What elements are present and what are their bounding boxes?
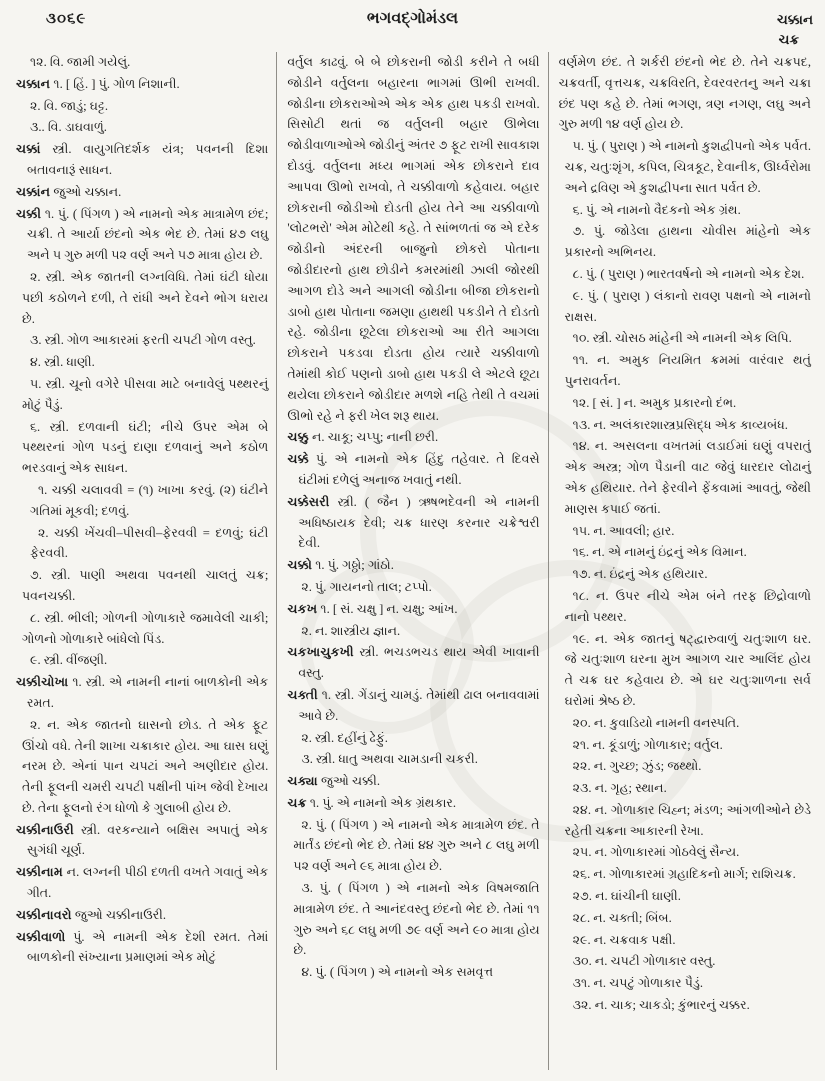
dictionary-entry: ચક્કાં સ્ત્રી. વાયુગતિદર્શક યંત્ર; પવનની દિશા બતાવનારૂં સાધન. (16, 142, 269, 177)
entry-sense-text: ૧૭. ન. ઇંદ્રનું એક હથિયાર. (572, 567, 708, 582)
entry-sense-text: વર્ણમેળ છંદ. તે શર્કરી છંદનો ભેદ છે. તેને ચક્રપદ, ચક્રવર્તી, વૃત્તચક્ર, ચક્રવિરતિ, દેવરવરતનુ અને ચક્રા છંદ પણ કહે છે. તેમાં ભગણ, ત્રણ નગણ, લઘુ અને ગુરુ મળી ૧૪ વર્ણ હોય છે. (558, 55, 811, 132)
entry-sense-text: ૩૨. ન. ચાક; ચાકડો; કુંભારનું ચક્કર. (572, 998, 750, 1013)
headword: ચકખ (287, 601, 318, 616)
dictionary-entry: ચક્કી ૧. પું. ( પિંગળ ) એ નામનો એક માત્રામેળ છંદ; ચક્રી. તે આર્યા છંદનો એક ભેદ છે. તેમાં ૪૭ લઘુ અને ૫ ગુરુ મળી ૫૨ વર્ણ અને ૫૭ માત્રા હોય છે. (16, 206, 269, 263)
entry-sense-text: ૨. ન. શાસ્ત્રીય જ્ઞાન. (301, 623, 401, 638)
entry-sense-text: ૮. પું. ( પુરાણ ) ભારતવર્ષનો એ નામનો એક દેશ. (572, 266, 805, 281)
headword: ચક્કીનાઉરી (16, 822, 74, 837)
column-2 (276, 52, 547, 1070)
headword: ચક્યા (287, 774, 318, 789)
guide-word-top: ચક્કાન (776, 12, 813, 27)
entry-sense-text: ૫. પું. ( પુરાણ ) એ નામનો કુશદ્વીપનો એક પર્વત. ચક્ર, ચતુઃશૃંગ, કપિલ, ચિત્રકૂટ, દેવાનીક, ઊર્ધ્વરોમા અને દ્રવિણ એ કુશદ્વીપના સાત પર્વત છે. (564, 139, 811, 195)
entry-sense-text: ૨૯. ન. ચક્રવાક પક્ષી. (572, 932, 676, 947)
headword: ચક્કીનામ (16, 865, 63, 880)
entry-sense-text: ૨. વિ. જાડું; ઘટ્ટ. (30, 98, 109, 113)
columns-container (0, 48, 825, 1070)
entry-sense-text: ૨. પું. ગાયનનો તાલ; ટપ્પો. (301, 579, 432, 594)
dictionary-entry: ચક્કીવાળો પું. એ નામની એક દેશી રમત. તેમાં બાળકોની સંખ્યાના પ્રમાણમાં એક મોટું (16, 929, 269, 965)
dictionary-entry: ચક્કીનાવરો જુઓ ચક્કીનાઉરી. (16, 907, 167, 922)
dictionary-entry: ચક્કીચોખા ૧. સ્ત્રી. એ નામની નાનાં બાળકોની એક રમત. (16, 675, 269, 710)
headword: ચક્કે (287, 452, 309, 467)
headword: ચક્કાં (16, 142, 41, 157)
entry-sense-text: ૯. પું. ( પુરાણ ) લંકાનો રાવણ પક્ષનો એ નામનો રાક્ષસ. (564, 288, 811, 324)
entry-sense-text: ૨. પું. ( પિંગળ ) એ નામનો એક માત્રામેળ છંદ. તે માર્તંડ છંદનો ભેદ છે. તેમાં ૪૪ ગુરુ અને ૮ લઘુ મળી ૫૨ વર્ણ અને ૯૬ માત્રા હોય છે. (293, 817, 540, 874)
entry-sense-text: ૨૦. ન. કુવાડિયો નામની વનસ્પતિ. (572, 715, 740, 730)
entry-sense-text: ૩. સ્ત્રી. ધાતુ અથવા ચામડાની ચકરી. (301, 752, 478, 767)
entry-sense-text: ૧૩. ન. અલંકારશાસ્ત્રપ્રસિદ્ધ એક કાવ્યબંધ. (572, 417, 788, 432)
entry-sense-text: ૨૭. ન. ઘાંચીની ઘાણી. (572, 889, 681, 904)
guide-words (657, 10, 817, 49)
entry-sense-text: ૨૧. ન. કૂંડાળું; ગોળાકાર; વર્તુલ. (572, 737, 723, 752)
headword: ચક્કીવાળો (16, 929, 66, 944)
entry-sense-text: ૪. પું. ( પિંગળ ) એ નામનો એક સમવૃત્ત (301, 965, 494, 980)
entry-sense-text: ૧. ચક્કી ચલાવવી = (૧) ખાખા કરવું. (૨) ઘંટીને ગતિમાં મૂકવી; દળવું. (30, 482, 269, 518)
entry-sense-text: ૧૨. વિ. જામી ગયેલું. (30, 55, 131, 69)
dictionary-entry: ચકખ ૧. [ સં. ચક્ષુ ] ન. ચક્ષુ; આંખ. (287, 601, 458, 616)
dictionary-entry: ચક્તી ૧. સ્ત્રી. ગેંડાનું ચામડું. તેમાંથી ઢાલ બનાવવામાં આવે છે. (287, 687, 540, 723)
headword: ચક્કીચોખા (16, 675, 69, 690)
entry-sense-text: ૧૯. ન. એક જાતનું ષટ્દ્વારુવાળું ચતુઃશાળ ઘર. જે ચતુઃશાળ ઘરના મુખ આગળ ચાર આલિંદ હોય તે ચક્ર ઘર કહેવાય છે. એ ઘર ચતુઃશાળના સર્વ ઘરોમાં શ્રેષ્ઠ છે. (564, 631, 811, 708)
dictionary-entry: ચકખાચુકખી સ્ત્રી. ભચડભચડ થાય એવી ખાવાની વસ્તુ. (287, 645, 540, 681)
entry-sense-text: ૯. સ્ત્રી. વીંજણી. (30, 653, 108, 668)
entry-sense-text: ૧૨. [ સં. ] ન. અમુક પ્રકારનો દંભ. (572, 395, 737, 410)
entry-sense-text: વર્તુલ કાઢવું. બે બે છોકરાની જોડી કરીને તે બધી જોડીને વર્તુલના બહારના ભાગમાં ઊભી રાખવી. જોડીના છોકરાઓએ એક એક હાથ પકડી રાખવો. સિસોટી થતાં જ વર્તુલની બહાર ઊભેલા જોડીવાળાઓએ જોડીનું અંતર ૭ ફૂટ રાખી સાવકાશ દોડવું. વર્તુલના મધ્ય ભાગમાં એક છોકરાને દાવ આપવા ઊભો રાખવો, તે ચક્કીવાળો કહેવાય. બહાર છોકરાની જોડીઓ દોડતી હોય તેને આ ચક્કીવાળો 'લોટભરો' એમ મોટેથી કહે. તે સાંભળતાં જ એ દરેક જોડીનો અંદરની બાજુનો છોકરો પોતાના જોડીદારનો હાથ છોડીને કમરમાંથી ઝાલી જોરથી આગળ દોડે અને આગલી જોડીના બીજા છોકરાનો ડાબો હાથ પોતાના જમણા હાથથી પકડીને તે દોડતો રહે. જોડીના છૂટેલા છોકરાઓ આ રીતે આગલા છોકરાને પકડવા દોડતા હોય ત્યારે ચક્કીવાળો તેમાંથી કોઈ પણનો ડાબો હાથ પકડી લે એટલે છૂટા થયેલા છોકરાને જોડીદાર મળશે નહિ તેથી તે વચમાં ઊભો રહે ને ફરી ખેલ શરૂ થાય. (287, 55, 540, 423)
entry-sense-text: ૪. સ્ત્રી. ધાણી. (30, 355, 95, 370)
headword: ચક્કાન (16, 76, 51, 91)
entry-sense-text: ૧૧. ન. અમુક નિયમિત ક્રમમાં વારંવાર થતું પુનરાવર્તન. (564, 353, 811, 388)
entry-sense-text: ૩.. વિ. ડાઘવાળું. (30, 120, 107, 135)
entry-sense-text: ૨. સ્ત્રી. એક જાતની લગ્નવિધિ. તેમાં ઘંટી ધોયા પછી કઠોળને દળી, તે રાંધી અને દેવને ભોગ ધરાય છે. (22, 269, 269, 326)
entry-sense-text: ૧૪. ન. અસલના વખતમાં લડાઈમાં ઘણું વપરાતું એક અસ્ત્ર; ગોળ પૈડાની વાટ જેવું ધારદાર લોઢાનું એક હથિયાર. તેને ફેરવીને ફેંકવામાં આવતું, જેથી માણસ કપાઈ જતાં. (564, 439, 811, 516)
entry-sense-text: ૭. પું. જોડેલા હાથના ચોવીસ માંહેનો એક પ્રકારનો અભિનય. (564, 224, 811, 260)
dictionary-entry: ચક્યા જુઓ ચક્કી. (287, 774, 380, 789)
headword: ચકખાચુકખી (287, 645, 354, 660)
dictionary-entry: ચક્કાંન જુઓ ચક્કાન. (16, 184, 122, 199)
headword: ચક્તી (287, 687, 318, 702)
entry-sense-text: ૨. ચક્કી ખેંચવી–પીસવી–ફેરવવી = દળવું; ઘંટી ફેરવવી. (30, 525, 269, 561)
page-header (0, 0, 825, 48)
entry-sense-text: ૭. સ્ત્રી. પાણી અથવા પવનથી ચાલતું ચક્ર; પવનચક્કી. (22, 568, 269, 603)
dictionary-entry: ચક્કો ૧. પું. ગઠ્ઠો; ગાંઠો. (287, 558, 394, 573)
column-3 (548, 52, 819, 1070)
headword: ચક્કાંન (16, 184, 51, 199)
entry-sense-text: ૨૪. ન. ગોળાકાર ચિહ્ન; મંડળ; આંગળીઓને છેડે રહેતી ચક્રના આકારની રેખા. (564, 802, 811, 838)
entry-sense-text: ૩. પું. ( પિંગળ ) એ નામનો એક વિષમજાતિ માત્રામેળ છંદ. તે આનંદવસ્તુ છંદનો ભેદ છે. તેમાં ૧૧ ગુરુ અને ૬૮ લઘુ મળી ૭૯ વર્ણ અને ૯૦ માત્રા હોય છે. (293, 881, 540, 958)
dictionary-entry: ચક્કુ ન. ચાકૂ; ચપ્પુ; નાની છરી. (287, 430, 439, 445)
page-number: ૩૦૬૯ (46, 11, 87, 27)
entry-sense-text: ૨૨. ન. ગુચ્છ; ઝુંડ; જથ્થો. (572, 759, 702, 774)
entry-sense-text: ૨૩. ન. ગૃહ; સ્થાન. (572, 781, 667, 796)
entry-sense-text: ૨૬. ન. ગોળાકારમાં ગ્રહાદિકનો માર્ગ; રાશિચક્ર. (572, 867, 796, 882)
entry-sense-text: ૧૦. સ્ત્રી. ચોસઠ માંહેની એ નામની એક લિપિ. (572, 331, 792, 346)
entry-sense-text: ૮. સ્ત્રી. ભીલી; ગોળની ગોળાકારે જમાવેલી ચાકી; ગોળનો ગોળાકારે બાંધેલો પિંડ. (22, 610, 269, 646)
headword: ચક્કો (287, 558, 313, 573)
dictionary-entry: ચક્કાન ૧. [ હિં. ] પું. ગોળ નિશાની. (16, 76, 180, 91)
entry-sense-text: ૨૮. ન. ચક્તી; બિંબ. (572, 910, 672, 925)
entry-sense-text: ૧૬. ન. એ નામનું ઇંદ્રનું એક વિમાન. (572, 545, 747, 560)
headword: ચક્ર (287, 795, 307, 810)
headword: ચક્કીનાવરો (16, 907, 72, 922)
entry-sense-text: ૨. ન. એક જાતનો ઘાસનો છોડ. તે એક ફૂટ ઊંચો વધે. તેની શાખા ચક્રાકાર હોય. આ ઘાસ ઘણું નરમ છે. એનાં પાન ચપટાં અને અણીદાર હોય. તેની ફૂલની ચમરી ચપટી પક્ષીની પાંખ જેવી દેખાય છે. તેના ફૂલનો રંગ ધોળો કે ગુલાબી હોય છે. (22, 717, 269, 815)
dictionary-entry: ચક્ર ૧. પું. એ નામનો એક ગ્રંથકાર. (287, 795, 457, 810)
page-title: ભગવદ્ગોમંડલ (366, 10, 459, 27)
dictionary-entry: ચક્કેસરી સ્ત્રી. ( જૈન ) ઋષભદેવની એ નામની અધિષ્ઠાયક દેવી; ચક્ર ધારણ કરનાર ચક્રેશ્વરી દેવી. (287, 494, 540, 551)
entry-sense-text: ૧૮. ન. ઉપર નીચે એમ બંને તરફ છિદ્રોવાળો નાનો પથ્થર. (564, 588, 811, 624)
headword: ચક્કુ (287, 430, 309, 445)
column-1 (6, 52, 276, 1070)
dictionary-entry: ચક્કીનામ ન. લગ્નની પીઠી દળતી વખતે ગવાતું એક ગીત. (16, 865, 269, 901)
entry-sense-text: ૩. સ્ત્રી. ગોળ આકારમાં ફરતી ચપટી ગોળ વસ્તુ. (30, 333, 256, 348)
entry-sense-text: ૨. સ્ત્રી. દહીંનું ઢેફું. (301, 730, 388, 745)
dictionary-entry: ચક્કીનાઉરી સ્ત્રી. વરકન્યાને બક્ષિસ અપાતું એક સુગંધી ચૂર્ણ. (16, 822, 269, 858)
entry-sense-text: ૨૫. ન. ગોળાકારમાં ગોઠવેલું સૈન્ય. (572, 845, 740, 860)
entry-sense-text: ૧૫. ન. આવલી; હાર. (572, 523, 675, 538)
entry-sense-text: ૩૧. ન. ચપટું ગોળાકાર પૈડું. (572, 976, 704, 991)
guide-word-bottom: ચક્ર (778, 31, 799, 47)
entry-sense-text: ૩૦. ન. ચપટી ગોળાકાર વસ્તુ. (572, 954, 716, 969)
headword: ચક્કી (16, 206, 42, 221)
entry-sense-text: ૬. પું. એ નામનો વૈદકનો એક ગ્રંથ. (572, 202, 741, 217)
headword: ચક્કેસરી (287, 494, 330, 509)
dictionary-entry: ચક્કે પું. એ નામનો એક હિંદુ તહેવાર. તે દિવસે ઘંટીમાં દળેલું અનાજ ખવાતું નથી. (287, 452, 540, 487)
entry-sense-text: ૫. સ્ત્રી. ચૂનો વગેરે પીસવા માટે બનાવેલું પથ્થરનું મોટું પૈડું. (22, 376, 269, 412)
entry-sense-text: ૬. સ્ત્રી. દળવાની ઘંટી; નીચે ઉપર એમ બે પથ્થરનાં ગોળ પડનું દાણા દળવાનું અને કઠોળ ભરડવાનું એક સાધન. (22, 419, 269, 476)
